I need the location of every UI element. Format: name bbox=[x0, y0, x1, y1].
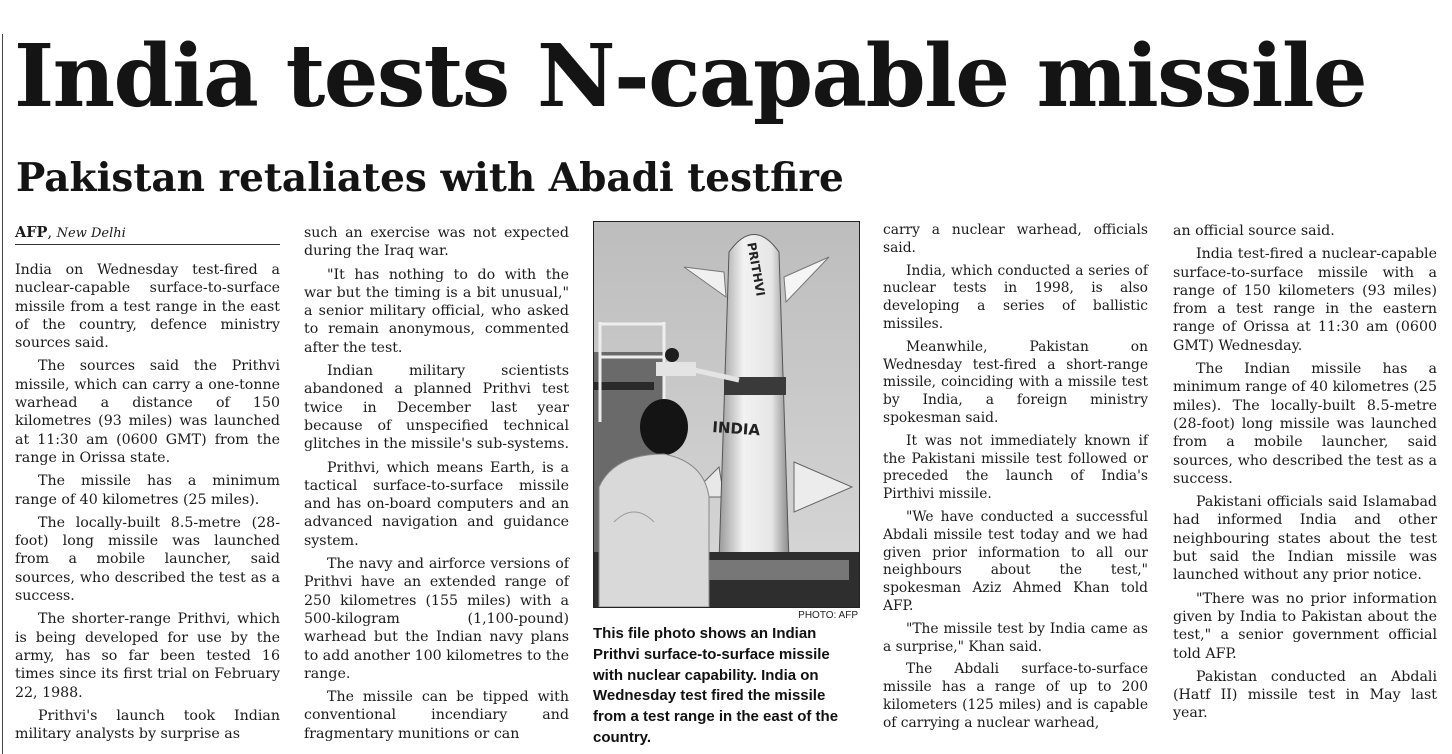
column-rule bbox=[2, 34, 3, 754]
missile-photo-illustration bbox=[594, 222, 859, 607]
paragraph: "We have conducted a successful Abdali missile test today and we had given prior information to all our neighbours about the test," spokesman Aziz Ahmed Khan told AFP. bbox=[883, 508, 1148, 614]
article-column-4 bbox=[1173, 222, 1437, 728]
paragraph: The shorter-range Prithvi, which is being developed for use by the army, has so far been tested 16 times since its first trial on February 22, 1988. bbox=[15, 611, 280, 701]
paragraph: Meanwhile, Pakistan on Wednesday test-fired a short-range missile, coinciding with a missile test by India, a foreign ministry spokesman said. bbox=[883, 338, 1148, 426]
missile-vertical-text: PRITHVI bbox=[744, 241, 768, 298]
paragraph: India, which conducted a series of nuclear tests in 1998, is also developing a series of ballistic missiles. bbox=[883, 262, 1148, 332]
photo-credit: PHOTO: AFP bbox=[798, 610, 858, 621]
byline-agency: AFP bbox=[15, 224, 48, 241]
paragraph: It was not immediately known if the Pakistani missile test followed or preceded the launch of India's Pirthivi missile. bbox=[883, 432, 1148, 503]
article-column-2 bbox=[304, 224, 569, 748]
article-column-1 bbox=[15, 224, 280, 748]
paragraph: The Abdali surface-to-surface missile has a range of up to 200 kilometers (125 miles) and is capable of carrying a nuclear warhead, bbox=[883, 661, 1148, 731]
photo-caption: This file photo shows an Indian Prithvi surface-to-surface missile with nuclear capability. India on Wednesday test fired the missile from a test range in the east of the country. bbox=[593, 625, 839, 746]
paragraph: The locally-built 8.5-metre (28-foot) long missile was launched from a mobile launcher, said sources, who described the test as a success. bbox=[15, 514, 280, 605]
byline-place: New Delhi bbox=[56, 226, 126, 241]
paragraph: such an exercise was not expected during the Iraq war. bbox=[304, 225, 569, 260]
paragraph: The sources said the Prithvi missile, which can carry a one-tonne warhead a distance of 150 kilometres (93 miles) was launched at 11:30 am (0600 GMT) from the range in Orissa state. bbox=[15, 358, 280, 466]
paragraph: Prithvi, which means Earth, is a tactical surface-to-surface missile and has on-board computers and an advanced navigation and guidance system. bbox=[304, 459, 569, 549]
article-column-3 bbox=[883, 222, 1148, 738]
paragraph: Indian military scientists abandoned a planned Prithvi test twice in December last year because of unspecified technical glitches in the missile's sub-systems. bbox=[304, 363, 569, 453]
paragraph: India test-fired a nuclear-capable surface-to-surface missile with a range of 150 kilometers (93 miles) from a test range in the eastern range of Orissa at 11:30 am (0600 GMT) Wednesday. bbox=[1173, 246, 1437, 354]
paragraph: "It has nothing to do with the war but the timing is a bit unusual," a senior military official, who asked to remain anonymous, commented after the test. bbox=[304, 266, 569, 356]
paragraph: "The missile test by India came as a surprise," Khan said. bbox=[883, 620, 1148, 655]
paragraph: Pakistani officials said Islamabad had informed India and other neighbouring states about the test but said the Indian missile was launched without any prior notice. bbox=[1173, 494, 1437, 584]
paragraph: Pakistan conducted an Abdali (Hatf II) missile test in May last year. bbox=[1173, 668, 1437, 722]
paragraph: Prithvi's launch took Indian military analysts by surprise as bbox=[15, 707, 280, 743]
paragraph: India on Wednesday test-fired a nuclear-capable surface-to-surface missile from a test range in the east of the country, defence ministry sources said. bbox=[15, 262, 280, 352]
headline: India tests N-capable missile bbox=[14, 26, 1367, 127]
paragraph: carry a nuclear warhead, officials said. bbox=[883, 222, 1148, 256]
missile-photo bbox=[593, 221, 860, 608]
paragraph: The missile has a minimum range of 40 kilometres (25 miles). bbox=[15, 473, 280, 508]
paragraph: The missile can be tipped with conventional incendiary and fragmentary munitions or can bbox=[304, 689, 569, 742]
byline: AFP, New Delhi bbox=[15, 224, 280, 245]
paragraph: "There was no prior information given by India to Pakistan about the test," a senior government official told AFP. bbox=[1173, 590, 1437, 662]
paragraph: The navy and airforce versions of Prithvi have an extended range of 250 kilometres (155 miles) with a 500-kilogram (1,100-pound) warhead but the Indian navy plans to add another 100 kilometres to the range. bbox=[304, 556, 569, 682]
paragraph: The Indian missile has a minimum range of 40 kilometres (25 miles). The locally-built 8.5-metre (28-foot) long missile was launched from a mobile launcher, said sources, who described the test as a success. bbox=[1173, 361, 1437, 487]
subheadline: Pakistan retaliates with Abadi testfire bbox=[16, 155, 844, 201]
paragraph: an official source said. bbox=[1173, 223, 1335, 239]
missile-band-text: INDIA bbox=[711, 418, 761, 440]
